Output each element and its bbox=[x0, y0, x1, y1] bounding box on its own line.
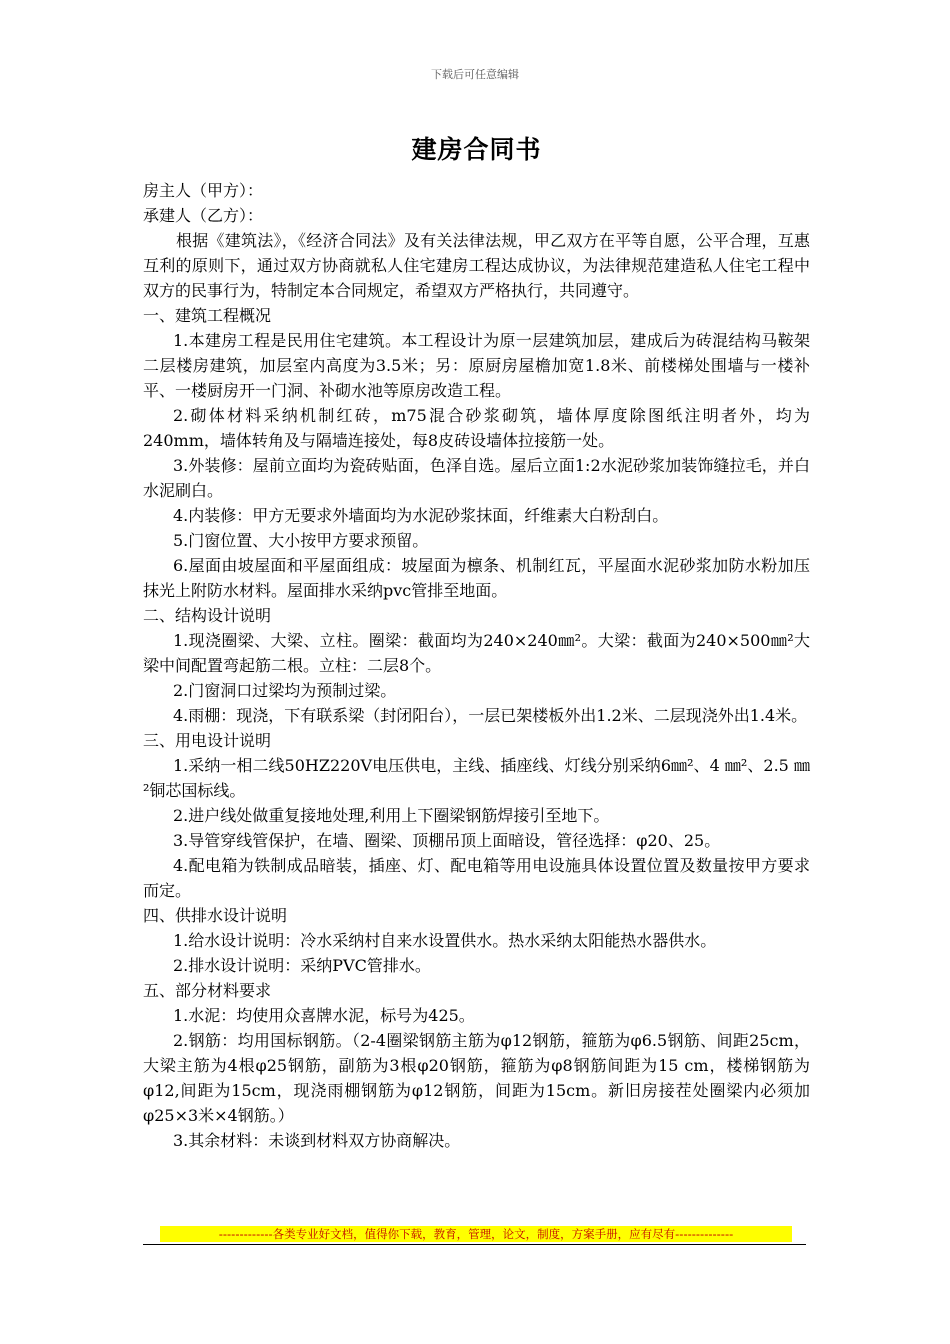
section-item: 1.采纳一相二线50HZ220V电压供电，主线、插座线、灯线分别采纳6㎜²、4 ㎜²、2.5 ㎜²铜芯国标线。 bbox=[143, 756, 810, 800]
document-title: 建房合同书 bbox=[411, 135, 542, 164]
section-item: 2.门窗洞口过梁均为预制过梁。 bbox=[173, 681, 397, 700]
section-heading-water: 四、供排水设计说明 bbox=[143, 906, 288, 925]
section-item: 1.给水设计说明：冷水采纳村自来水设置供水。热水采纳太阳能热水器供水。 bbox=[173, 931, 717, 950]
section-item: 4.配电箱为铁制成品暗装，插座、灯、配电箱等用电设施具体设置位置及数量按甲方要求而定。 bbox=[143, 856, 810, 900]
section-item: 1.现浇圈梁、大梁、立柱。圈梁：截面均为240×240㎜²。大梁：截面为240×500㎜²大梁中间配置弯起筋二根。立柱：二层8个。 bbox=[143, 631, 810, 675]
party-a-line: 房主人（甲方）： bbox=[143, 181, 264, 200]
section-item: 2.砌体材料采纳机制红砖，m75混合砂浆砌筑，墙体厚度除图纸注明者外，均为240mm，墙体转角及与隔墙连接处，每8皮砖设墙体拉接筋一处。 bbox=[143, 406, 810, 450]
section-heading-structure: 二、结构设计说明 bbox=[143, 606, 272, 625]
section-item: 5.门窗位置、大小按甲方要求预留。 bbox=[173, 531, 429, 550]
section-item: 3.外装修：屋前立面均为瓷砖贴面，色泽自选。屋后立面1:2水泥砂浆加装饰缝拉毛，并白水泥刷白。 bbox=[143, 456, 810, 500]
section-heading-materials: 五、部分材料要求 bbox=[143, 981, 272, 1000]
section-heading-electric: 三、用电设计说明 bbox=[143, 731, 272, 750]
section-item: 6.屋面由坡屋面和平屋面组成：坡屋面为檩条、机制红瓦，平屋面水泥砂浆加防水粉加压抹光上附防水材料。屋面排水采纳pvc管排至地面。 bbox=[143, 556, 810, 600]
footer-divider bbox=[143, 1244, 806, 1245]
section-heading-overview: 一、建筑工程概况 bbox=[143, 306, 272, 325]
section-item: 4.内装修：甲方无要求外墙面均为水泥砂浆抹面，纤维素大白粉刮白。 bbox=[173, 506, 669, 525]
section-item: 2.钢筋：均用国标钢筋。（2-4圈梁钢筋主筋为φ12钢筋，箍筋为φ6.5钢筋、间距25cm，大梁主筋为4根φ25钢筋，副筋为3根φ20钢筋，箍筋为φ8钢筋间距为15 cm，楼梯钢筋为φ12,间距为15cm，现浇雨棚钢筋为φ12钢筋，间距为15cm。新旧房接茬处圈梁内必须加φ25×3米×4钢筋。） bbox=[143, 1031, 810, 1125]
section-item: 3.其余材料：未谈到材料双方协商解决。 bbox=[173, 1131, 461, 1150]
footer-banner: -------------各类专业好文档，值得你下载，教育，管理，论文，制度，方案手册，应有尽有-------------- bbox=[160, 1226, 792, 1242]
section-item: 1.本建房工程是民用住宅建筑。本工程设计为原一层建筑加层，建成后为砖混结构马鞍架二层楼房建筑，加层室内高度为3.5米；另：原厨房屋檐加宽1.8米、前楼梯处围墙与一楼补平、一楼厨房开一门洞、补砌水池等原房改造工程。 bbox=[143, 331, 810, 400]
contract-document bbox=[143, 130, 810, 1153]
section-item: 1.水泥：均使用众喜牌水泥，标号为425。 bbox=[173, 1006, 475, 1025]
section-item: 3.导管穿线管保护，在墙、圈梁、顶棚吊顶上面暗设，管径选择：φ20、25。 bbox=[173, 831, 721, 850]
section-item: 4.雨棚：现浇，下有联系梁（封闭阳台），一层已架楼板外出1.2米、二层现浇外出1.4米。 bbox=[173, 706, 808, 725]
page-header-note: 下载后可任意编辑 bbox=[431, 68, 519, 81]
party-b-line: 承建人（乙方）： bbox=[143, 206, 264, 225]
section-item: 2.排水设计说明：采纳PVC管排水。 bbox=[173, 956, 431, 975]
section-item: 2.进户线处做重复接地处理,利用上下圈梁钢筋焊接引至地下。 bbox=[173, 806, 610, 825]
intro-paragraph: 根据《建筑法》，《经济合同法》及有关法律法规，甲乙双方在平等自愿，公平合理，互惠互利的原则下，通过双方协商就私人住宅建房工程达成协议，为法律规范建造私人住宅工程中双方的民事行为，特制定本合同规定，希望双方严格执行，共同遵守。 bbox=[143, 231, 810, 300]
